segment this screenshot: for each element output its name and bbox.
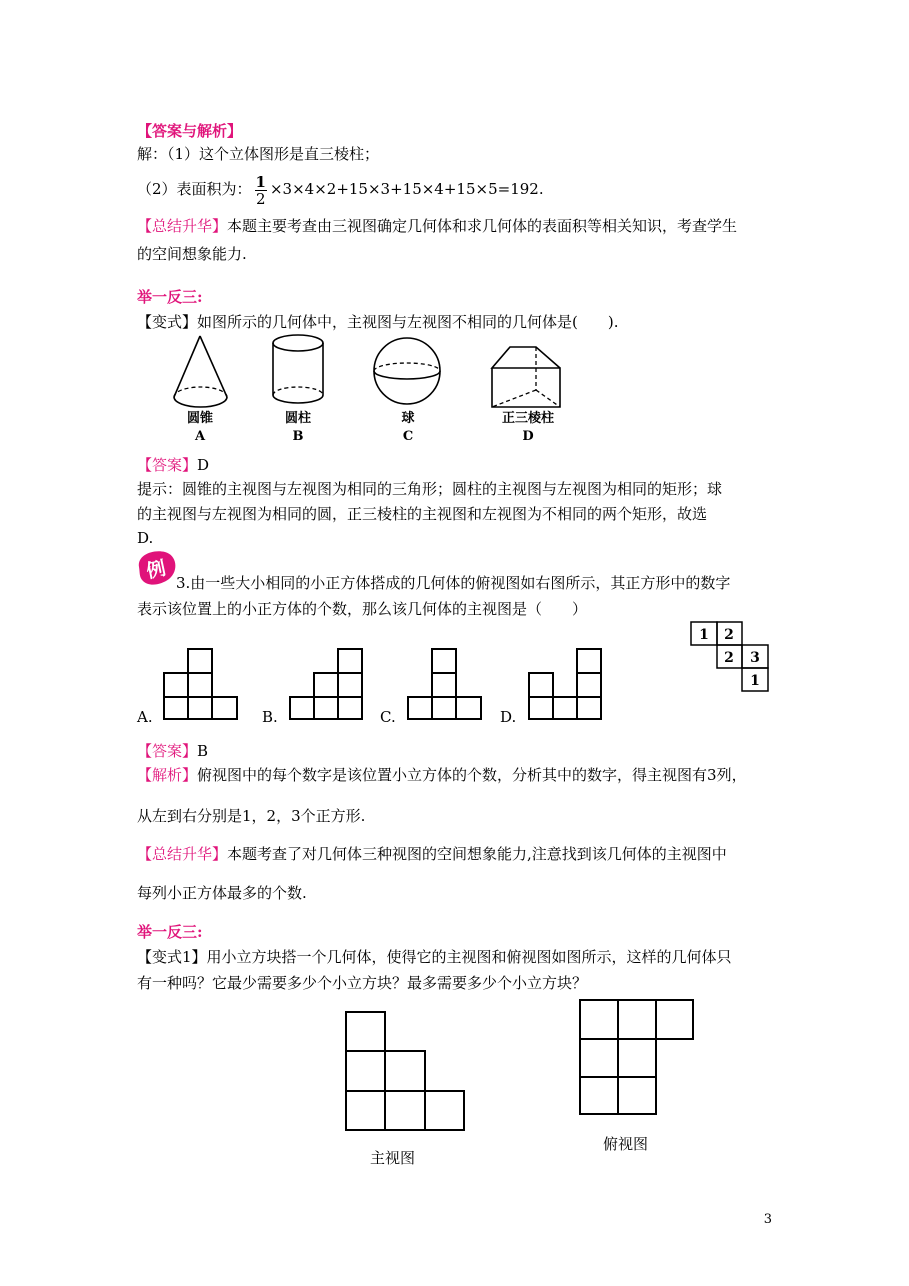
options-figure — [135, 645, 615, 725]
label-cylinder — [276, 410, 320, 446]
cone-shape — [174, 336, 227, 407]
variant1-line-1 — [137, 946, 732, 968]
summary-tag: 【总结升华】 — [137, 217, 228, 235]
top-view-label: 俯视图 — [603, 1135, 649, 1153]
label-sphere-name: 球 — [401, 411, 415, 426]
analysis-line-1 — [137, 764, 747, 786]
fraction-one-half — [255, 174, 267, 207]
label-sphere — [386, 410, 430, 446]
summary-tag: 【总结升华】 — [137, 845, 228, 863]
solution-line-1: 解：（1）这个立体图形是直三棱柱； — [137, 145, 380, 163]
option-c-label: C. — [380, 708, 396, 726]
variant-question — [137, 311, 619, 333]
page-number: 3 — [763, 1212, 772, 1227]
triangular-prism-shape — [492, 347, 560, 407]
grid-number: 3 — [750, 650, 760, 666]
hint-line-3: D. — [137, 529, 154, 547]
solution-line-2-prefix: （2）表面积为： — [137, 180, 252, 198]
summary-2-line-1 — [137, 843, 727, 865]
example-badge-icon — [135, 549, 179, 589]
practice-heading: 举一反三: — [137, 288, 203, 306]
example-question-line-2: 表示该位置上的小正方体的个数，那么该几何体的主视图是（ ） — [137, 600, 588, 618]
label-prism — [490, 410, 566, 446]
label-prism-name: 正三棱柱 — [501, 411, 554, 426]
label-cylinder-name: 圆柱 — [284, 411, 311, 426]
cylinder-shape — [273, 335, 323, 403]
hint-line-1: 提示：圆锥的主视图与左视图为相同的三角形；圆柱的主视图与左视图为相同的矩形；球 — [137, 480, 723, 498]
fraction-denominator: 2 — [255, 189, 266, 208]
option-c-diagram — [408, 649, 481, 719]
variant1-text: 用小立方块搭一个几何体，使得它的主视图和俯视图如图所示，这样的几何体只 — [206, 948, 732, 966]
label-cone-letter: A — [194, 429, 206, 444]
option-a-label: A. — [137, 708, 153, 726]
grid-number: 1 — [699, 627, 709, 643]
variant1-line-2: 有一种吗？它最少需要多少个小立方块？最多需要多少个小立方块？ — [137, 974, 588, 992]
answer-tag: 【答案】 — [137, 456, 198, 474]
answer-analysis-heading: 【答案与解析】 — [137, 122, 243, 140]
analysis-line-2: 从左到右分别是1，2，3个正方形. — [137, 807, 366, 825]
hint-line-2: 的主视图与左视图为相同的圆，正三棱柱的主视图和左视图为不相同的两个矩形，故选 — [137, 505, 708, 523]
practice-heading-2: 举一反三: — [137, 923, 203, 941]
grid-number: 1 — [750, 673, 760, 689]
option-b-label: B. — [262, 708, 278, 726]
front-view-diagram — [345, 1011, 467, 1133]
answer-value: B — [197, 742, 209, 760]
top-view-number-grid — [690, 621, 772, 693]
top-view-diagram — [579, 999, 695, 1117]
sphere-shape — [374, 338, 440, 404]
solution-line-2-suffix: ×3×4×2+15×3+15×4+15×5=192. — [269, 180, 544, 198]
solids-figure — [170, 333, 590, 411]
label-cone — [178, 410, 222, 446]
answer-value: D — [197, 456, 210, 474]
answer-tag: 【答案】 — [137, 742, 198, 760]
label-prism-letter: D — [522, 429, 534, 444]
variant-answer — [137, 454, 209, 476]
variant-text: 如图所示的几何体中，主视图与左视图不相同的几何体是( ). — [197, 313, 619, 331]
example-answer — [137, 740, 208, 762]
variant1-tag: 【变式1】 — [137, 948, 207, 966]
summary-1-line-1 — [137, 215, 737, 237]
example-question-line-1: 3.由一些大小相同的小正方体搭成的几何体的俯视图如右图所示，其正方形中的数字 — [176, 574, 731, 592]
summary-2-line-2: 每列小正方体最多的个数. — [137, 884, 307, 902]
variant-tag: 【变式】 — [137, 313, 198, 331]
fraction-numerator: 1 — [255, 172, 266, 191]
solution-line-2 — [137, 172, 544, 207]
option-d-label: D. — [500, 708, 517, 726]
label-sphere-letter: C — [402, 429, 414, 444]
label-cone-name: 圆锥 — [186, 411, 213, 426]
summary-text: 本题主要考查由三视图确定几何体和求几何体的表面积等相关知识，考查学生 — [227, 217, 738, 235]
option-d-diagram — [529, 649, 601, 719]
summary-1-line-2: 的空间想象能力. — [137, 245, 247, 263]
grid-number: 2 — [724, 627, 734, 643]
label-cylinder-letter: B — [292, 429, 304, 444]
example-badge-text: 例 — [144, 557, 168, 583]
analysis-text: 俯视图中的每个数字是该位置小立方体的个数，分析其中的数字，得主视图有3列， — [197, 766, 747, 784]
option-b-diagram — [290, 649, 362, 719]
option-a-diagram — [164, 649, 237, 719]
summary-text: 本题考查了对几何体三种视图的空间想象能力,注意找到该几何体的主视图中 — [227, 845, 727, 863]
grid-number: 2 — [724, 650, 734, 666]
analysis-tag: 【解析】 — [137, 766, 198, 784]
front-view-label: 主视图 — [370, 1149, 416, 1167]
